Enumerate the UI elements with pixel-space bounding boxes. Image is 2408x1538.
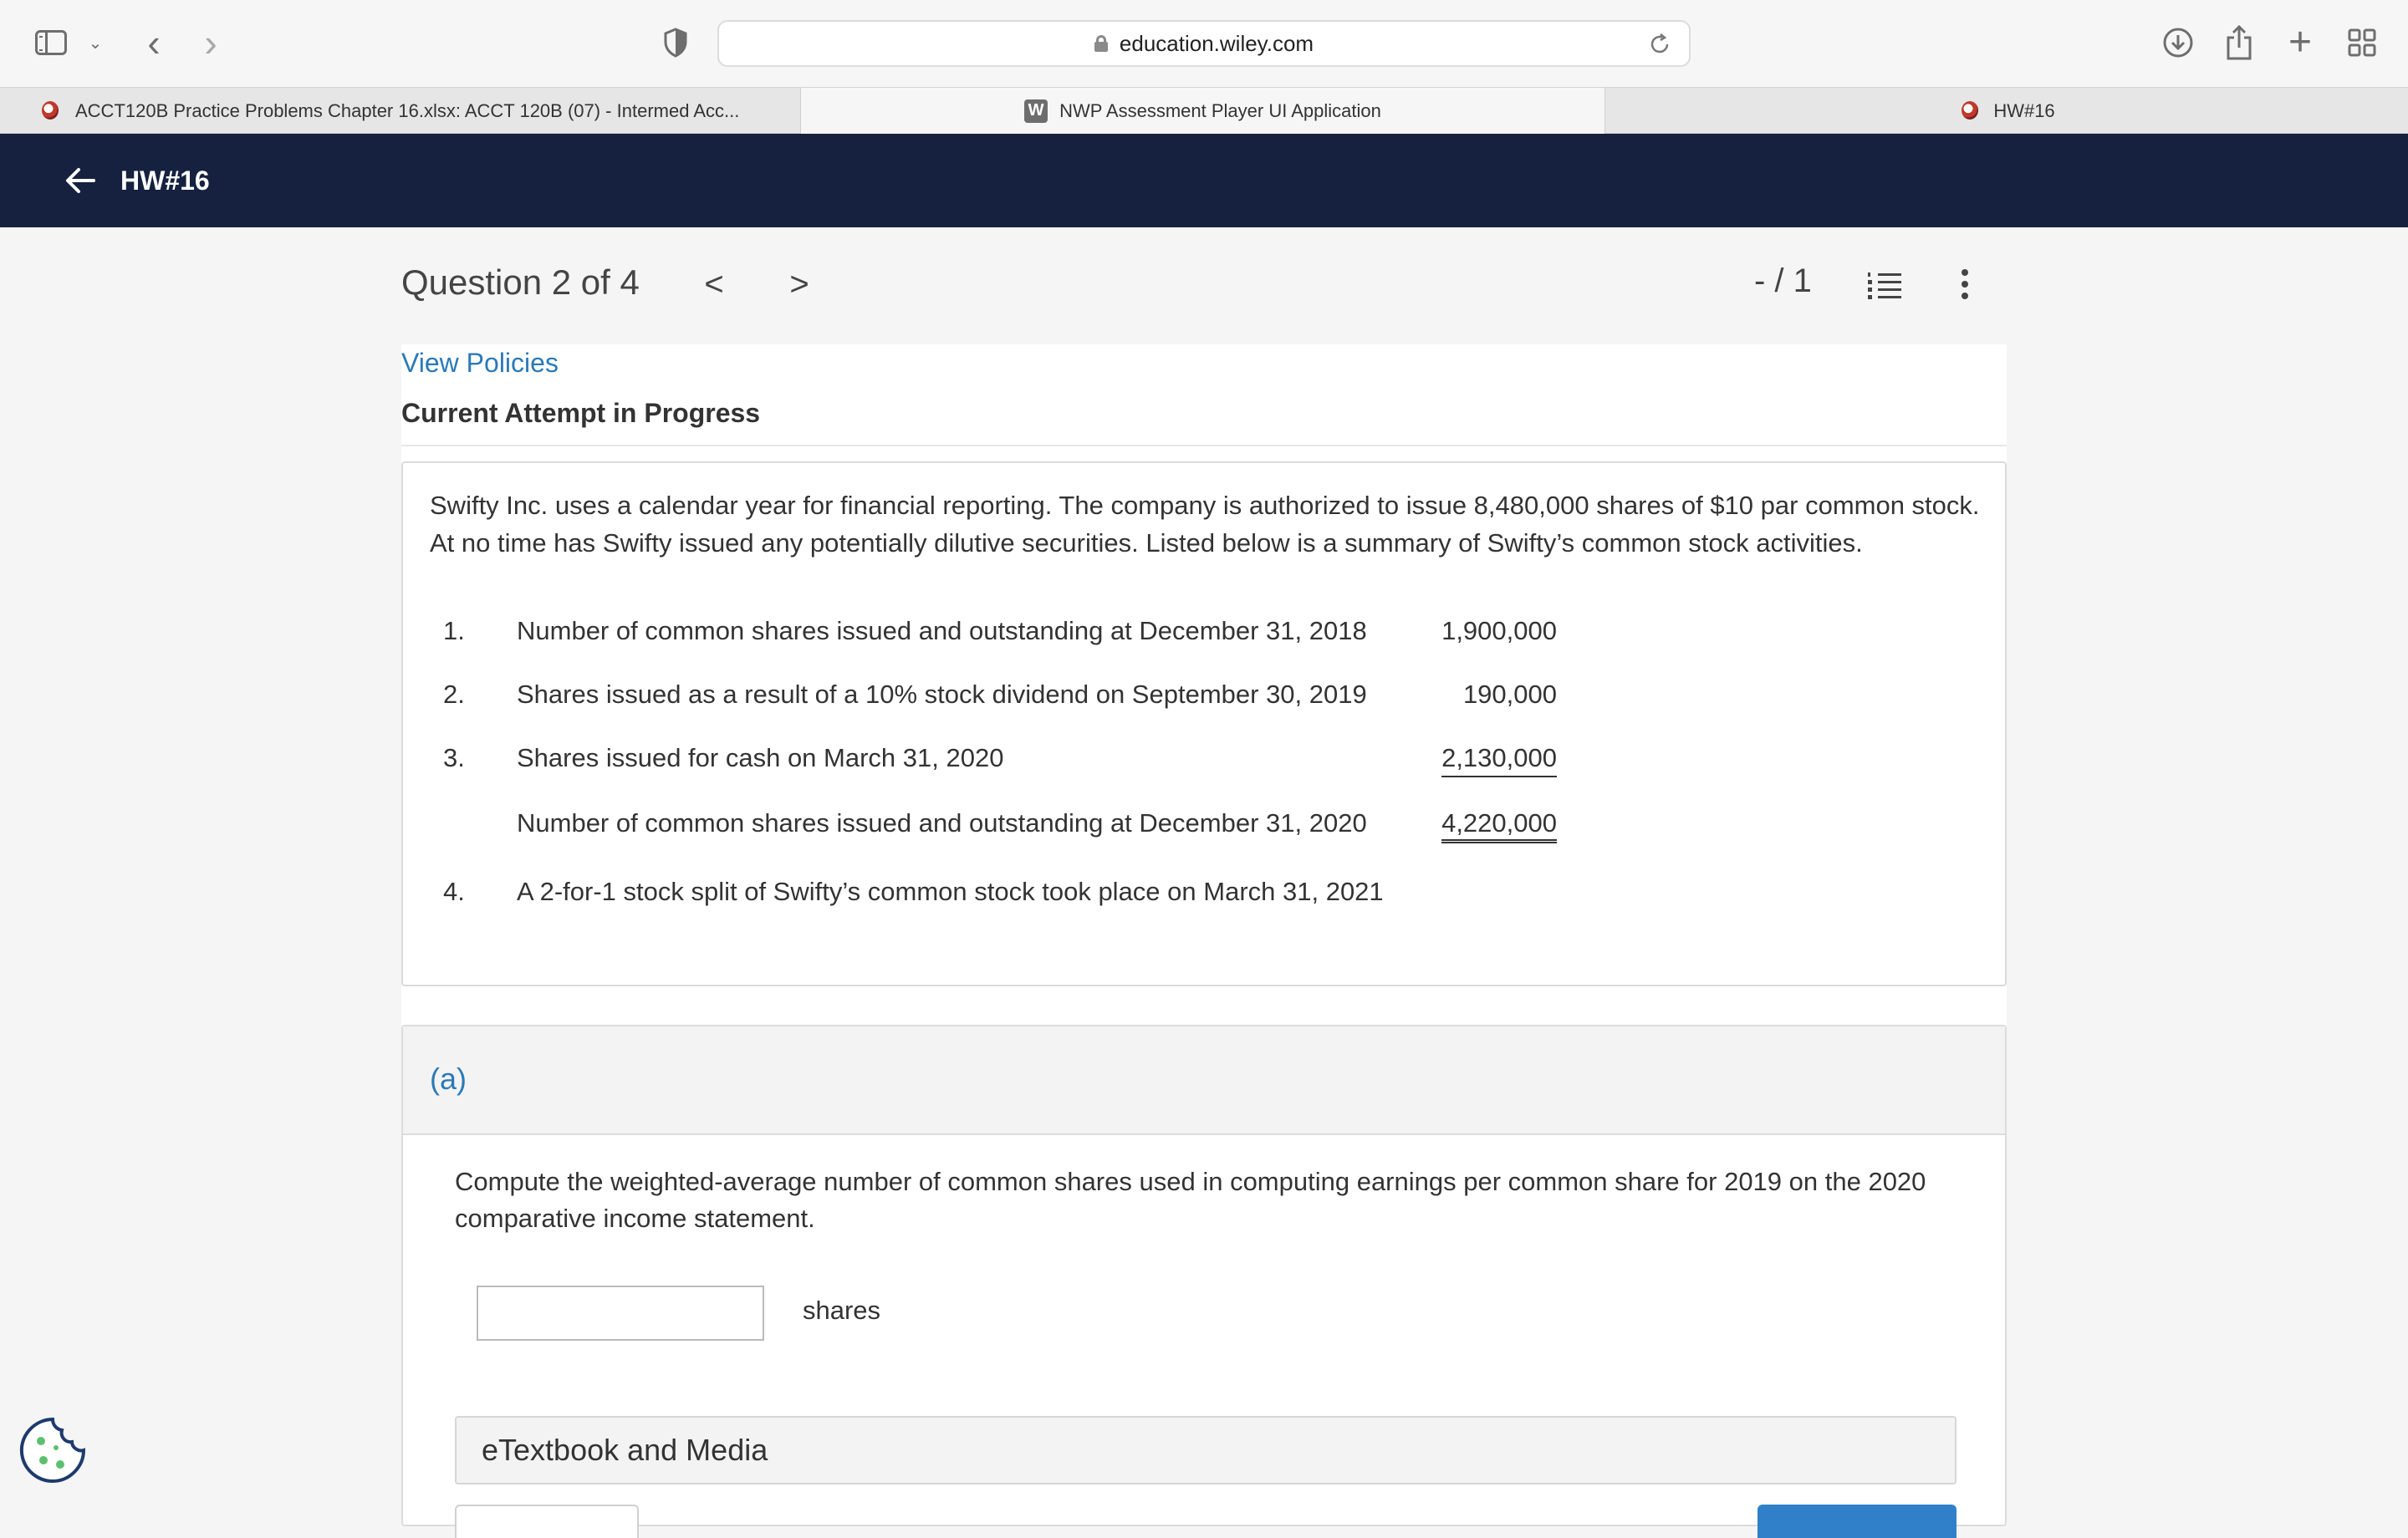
- mascot-icon: [1958, 99, 1982, 123]
- tab-nwp-assessment[interactable]: [801, 88, 1605, 134]
- lock-icon: [1094, 35, 1108, 52]
- privacy-shield-icon[interactable]: [661, 25, 691, 60]
- browser-back-button[interactable]: ‹: [147, 21, 161, 64]
- activity-description: Shares issued for cash on March 31, 2020: [517, 743, 1004, 772]
- divider: [401, 445, 2007, 446]
- share-icon[interactable]: [2222, 23, 2256, 62]
- download-icon[interactable]: [2159, 23, 2197, 62]
- address-bar[interactable]: [717, 20, 1691, 67]
- secondary-button[interactable]: [455, 1505, 639, 1538]
- activity-description: A 2-for-1 stock split of Swifty’s common stock took place on March 31, 2021: [517, 877, 1384, 906]
- url-text: education.wiley.com: [1119, 30, 1314, 56]
- previous-question-button[interactable]: <: [704, 266, 724, 303]
- etextbook-media-label: eTextbook and Media: [482, 1433, 768, 1467]
- activity-total-value: 4,220,000: [1431, 804, 1557, 843]
- main-content: [401, 344, 2007, 1505]
- activity-number: 2.: [443, 680, 465, 709]
- more-options-icon[interactable]: [1956, 269, 1973, 303]
- activity-value: 2,130,000: [1431, 739, 1557, 777]
- tab-title: NWP Assessment Player UI Application: [1059, 99, 1381, 121]
- question-counter: Question 2 of 4: [401, 262, 640, 302]
- mascot-icon: [38, 99, 62, 123]
- tab-title: ACCT120B Practice Problems Chapter 16.xlsx: ACCT 120B (07) - Intermed Acc...: [75, 99, 740, 121]
- attempt-status: Current Attempt in Progress: [401, 398, 761, 428]
- app-header: [0, 134, 2408, 227]
- activity-number: 3.: [443, 743, 465, 772]
- part-a-question: Compute the weighted-average number of common shares used in computing earnings per common share for 2019 on the 2020 comparative income statement.: [455, 1167, 1926, 1233]
- reload-icon[interactable]: [1647, 32, 1672, 57]
- back-arrow-icon[interactable]: [64, 164, 97, 197]
- chevron-down-icon[interactable]: ⌄: [88, 33, 103, 53]
- primary-button[interactable]: [1758, 1505, 1956, 1538]
- problem-intro: Swifty Inc. uses a calendar year for financial reporting. The company is authorized to issue 8,480,000 shares of $10 par common stock. At no time has Swifty issued any potentially dilutive securities. Listed below is a summary of Swifty’s common stock activities.: [430, 491, 1980, 558]
- answer-input[interactable]: [477, 1286, 764, 1341]
- activity-value: 1,900,000: [1441, 616, 1557, 645]
- problem-statement: [401, 461, 2007, 986]
- sidebar-toggle-icon[interactable]: [33, 25, 69, 60]
- browser-toolbar: [0, 0, 2408, 87]
- new-tab-icon[interactable]: +: [2288, 20, 2313, 64]
- activity-description: Number of common shares issued and outstanding at December 31, 2018: [517, 616, 1367, 645]
- question-list-icon[interactable]: [1866, 271, 1903, 301]
- activity-number: 1.: [443, 616, 465, 645]
- cookie-settings-icon[interactable]: [18, 1416, 87, 1485]
- wiley-favicon: W: [1024, 99, 1048, 123]
- tab-bar: [0, 87, 2408, 134]
- tab-excel-file[interactable]: [0, 88, 801, 134]
- activity-description: Shares issued as a result of a 10% stock dividend on September 30, 2019: [517, 680, 1367, 709]
- next-question-button[interactable]: >: [789, 266, 809, 303]
- browser-forward-button[interactable]: ›: [204, 21, 217, 64]
- part-a-label: (a): [430, 1062, 467, 1096]
- question-nav-bar: [0, 227, 2408, 344]
- etextbook-media-panel[interactable]: [455, 1416, 1956, 1485]
- answer-unit: shares: [803, 1296, 881, 1325]
- tab-overview-icon[interactable]: [2343, 23, 2381, 62]
- tab-title: HW#16: [1993, 99, 2055, 121]
- assignment-title[interactable]: HW#16: [120, 166, 210, 196]
- part-a-panel: [401, 1025, 2007, 1526]
- tab-hw16[interactable]: [1605, 88, 2408, 134]
- score-display: - / 1: [1754, 262, 1812, 299]
- activity-number: 4.: [443, 877, 465, 906]
- activity-value: 190,000: [1462, 680, 1557, 709]
- part-a-header: [403, 1026, 2005, 1135]
- activity-description: Number of common shares issued and outstanding at December 31, 2020: [517, 808, 1367, 838]
- view-policies-link[interactable]: View Policies: [401, 348, 559, 378]
